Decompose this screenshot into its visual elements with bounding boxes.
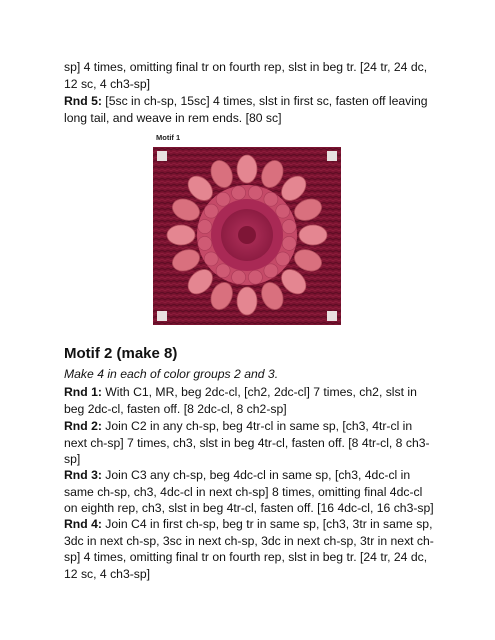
motif-1-photo [153,147,341,325]
round-text: Join C4 in first ch-sp, beg tr in same sp, [ch3, 3tr in same sp, 3dc in next ch-sp, 3sc in next ch-sp, 3dc in next ch-sp, 3tr in next ch-sp] 4 times, omitting final tr on fourth rep, slst in beg tr. [24 tr, 24 dc, 12 sc, 4 ch3-sp] [64,517,434,581]
round-label: Rnd 4: [64,517,102,531]
round-5-paragraph [64,93,436,126]
round-text: Join C2 in any ch-sp, beg 4tr-cl in same sp, [ch3, 4tr-cl in next ch-sp] 7 times, ch3, slst in beg 4tr-cl, fasten off. [8 4tr-cl, 8 ch3-sp] [64,419,430,466]
section-title: Motif 2 (make 8) [64,345,178,362]
round-5-text: [5sc in ch-sp, 15sc] 4 times, slst in first sc, fasten off leaving long tail, and weave in rem ends. [80 sc] [64,94,428,125]
round-3-paragraph [64,467,436,517]
intro-text: sp] 4 times, omitting final tr on fourth rep, slst in beg tr. [24 tr, 24 dc, 12 sc, 4 ch3-sp] [64,60,428,91]
round-label: Rnd 3: [64,468,102,482]
round-label: Rnd 2: [64,419,102,433]
round-5-label: Rnd 5: [64,94,102,108]
round-text: Join C3 any ch-sp, beg 4dc-cl in same sp, [ch3, 4dc-cl in same ch-sp, ch3, 4dc-cl in next ch-sp] 8 times, omitting final 4dc-cl on eighth rep, ch3, slst in beg 4tr-cl, fasten off. [16 4dc-cl, 16 ch3-sp] [64,468,434,515]
round-label: Rnd 1: [64,385,102,399]
round-1-paragraph [64,384,436,417]
round-4-paragraph [64,516,436,582]
round-2-paragraph [64,418,436,468]
section-subtitle: Make 4 in each of color groups 2 and 3. [64,367,279,381]
figure-caption: Motif 1 [156,133,181,142]
round-text: With C1, MR, beg 2dc-cl, [ch2, 2dc-cl] 7 times, ch2, slst in beg 2dc-cl, fasten off. [8 2dc-cl, 8 ch2-sp] [64,385,417,416]
